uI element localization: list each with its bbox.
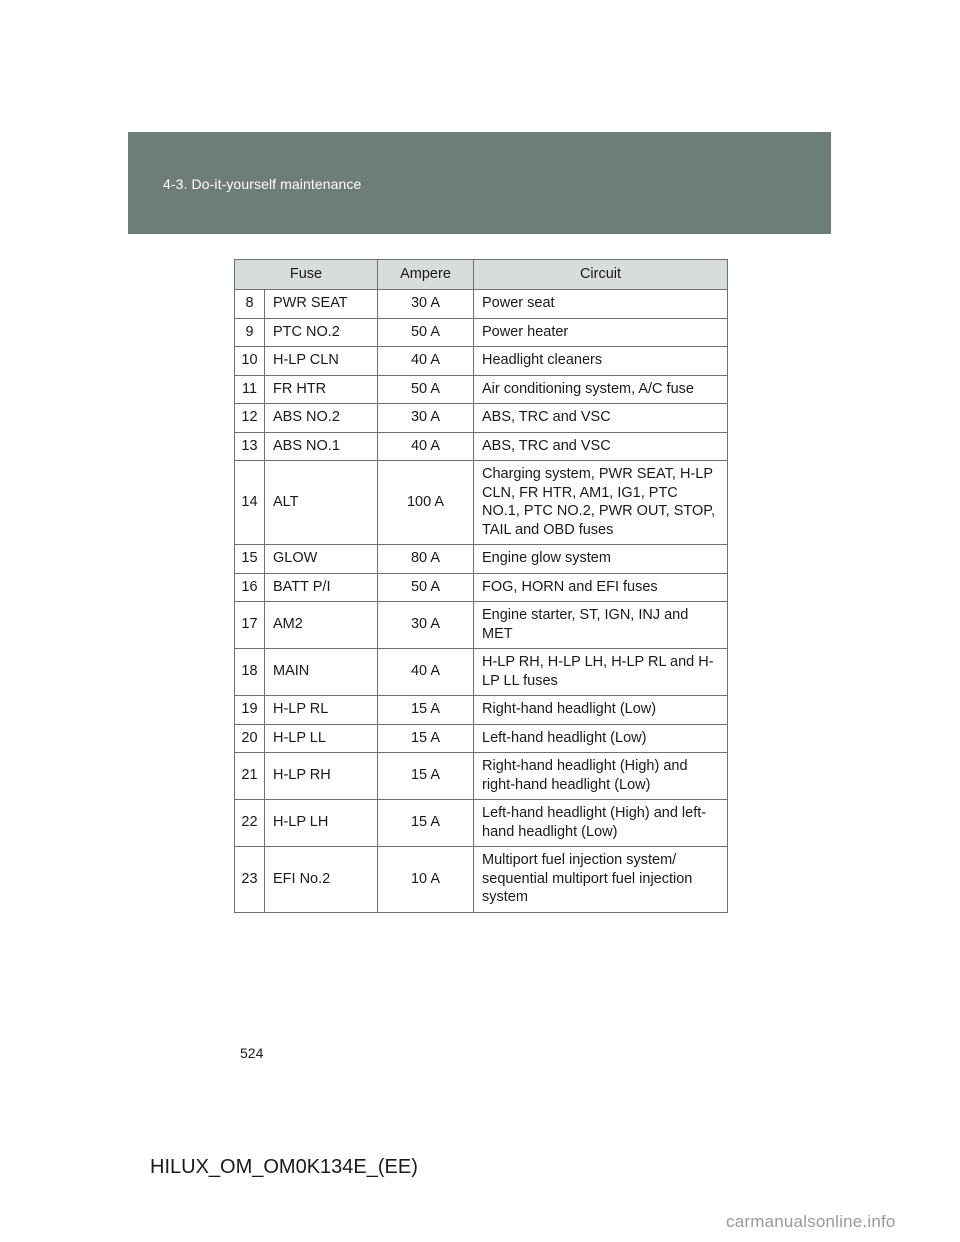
circuit-cell: ABS, TRC and VSC: [474, 432, 728, 461]
fuse-number-cell: 22: [235, 800, 265, 847]
column-header-ampere: Ampere: [378, 260, 474, 290]
circuit-cell: Left-hand headlight (High) and left-hand headlight (Low): [474, 800, 728, 847]
ampere-cell: 40 A: [378, 347, 474, 376]
fuse-number-cell: 15: [235, 545, 265, 574]
fuse-number-cell: 16: [235, 573, 265, 602]
ampere-cell: 30 A: [378, 602, 474, 649]
fuse-number-cell: 12: [235, 404, 265, 433]
fuse-number-cell: 23: [235, 847, 265, 913]
circuit-cell: Left-hand headlight (Low): [474, 724, 728, 753]
section-header-band: [128, 132, 831, 234]
fuse-number-cell: 10: [235, 347, 265, 376]
ampere-cell: 15 A: [378, 753, 474, 800]
section-title: 4-3. Do-it-yourself maintenance: [163, 176, 362, 192]
ampere-cell: 30 A: [378, 404, 474, 433]
fuse-name-cell: EFI No.2: [265, 847, 378, 913]
table-row: [235, 847, 728, 913]
circuit-cell: Multiport fuel injection system/ sequential multiport fuel injection system: [474, 847, 728, 913]
fuse-name-cell: H-LP LL: [265, 724, 378, 753]
page-number: 524: [240, 1045, 264, 1061]
table-row: [235, 404, 728, 433]
watermark: carmanualsonline.info: [726, 1212, 896, 1231]
table-row: [235, 318, 728, 347]
circuit-cell: Right-hand headlight (Low): [474, 696, 728, 725]
table-row: [235, 375, 728, 404]
table-row: [235, 800, 728, 847]
circuit-cell: Air conditioning system, A/C fuse: [474, 375, 728, 404]
fuse-name-cell: H-LP CLN: [265, 347, 378, 376]
ampere-cell: 80 A: [378, 545, 474, 574]
ampere-cell: 40 A: [378, 432, 474, 461]
fuse-name-cell: PTC NO.2: [265, 318, 378, 347]
circuit-cell: Headlight cleaners: [474, 347, 728, 376]
table-row: [235, 290, 728, 319]
fuse-number-cell: 19: [235, 696, 265, 725]
fuse-number-cell: 20: [235, 724, 265, 753]
fuse-name-cell: H-LP RL: [265, 696, 378, 725]
ampere-cell: 40 A: [378, 649, 474, 696]
circuit-cell: Charging system, PWR SEAT, H-LP CLN, FR HTR, AM1, IG1, PTC NO.1, PTC NO.2, PWR OUT, STOP, TAIL and OBD fuses: [474, 461, 728, 545]
fuse-name-cell: H-LP RH: [265, 753, 378, 800]
fuse-name-cell: GLOW: [265, 545, 378, 574]
circuit-cell: Engine glow system: [474, 545, 728, 574]
fuse-name-cell: H-LP LH: [265, 800, 378, 847]
fuse-name-cell: ABS NO.1: [265, 432, 378, 461]
table-header-row: [235, 260, 728, 290]
fuse-number-cell: 17: [235, 602, 265, 649]
fuse-number-cell: 18: [235, 649, 265, 696]
ampere-cell: 50 A: [378, 375, 474, 404]
fuse-name-cell: FR HTR: [265, 375, 378, 404]
table-row: [235, 432, 728, 461]
circuit-cell: Right-hand headlight (High) and right-hand headlight (Low): [474, 753, 728, 800]
ampere-cell: 10 A: [378, 847, 474, 913]
fuse-name-cell: AM2: [265, 602, 378, 649]
ampere-cell: 15 A: [378, 800, 474, 847]
circuit-cell: Power seat: [474, 290, 728, 319]
fuse-table: [234, 259, 728, 913]
ampere-cell: 50 A: [378, 318, 474, 347]
column-header-fuse: Fuse: [235, 260, 378, 290]
table-row: [235, 545, 728, 574]
fuse-number-cell: 8: [235, 290, 265, 319]
table-row: [235, 724, 728, 753]
fuse-name-cell: BATT P/I: [265, 573, 378, 602]
table-row: [235, 347, 728, 376]
circuit-cell: H-LP RH, H-LP LH, H-LP RL and H-LP LL fuses: [474, 649, 728, 696]
ampere-cell: 30 A: [378, 290, 474, 319]
table-row: [235, 649, 728, 696]
fuse-name-cell: MAIN: [265, 649, 378, 696]
ampere-cell: 50 A: [378, 573, 474, 602]
column-header-circuit: Circuit: [474, 260, 728, 290]
ampere-cell: 15 A: [378, 696, 474, 725]
fuse-name-cell: ABS NO.2: [265, 404, 378, 433]
document-code: HILUX_OM_OM0K134E_(EE): [150, 1156, 418, 1178]
ampere-cell: 15 A: [378, 724, 474, 753]
table-row: [235, 602, 728, 649]
table-row: [235, 696, 728, 725]
circuit-cell: ABS, TRC and VSC: [474, 404, 728, 433]
fuse-name-cell: ALT: [265, 461, 378, 545]
ampere-cell: 100 A: [378, 461, 474, 545]
fuse-number-cell: 11: [235, 375, 265, 404]
circuit-cell: Power heater: [474, 318, 728, 347]
circuit-cell: Engine starter, ST, IGN, INJ and MET: [474, 602, 728, 649]
fuse-number-cell: 9: [235, 318, 265, 347]
fuse-number-cell: 13: [235, 432, 265, 461]
table-row: [235, 753, 728, 800]
fuse-number-cell: 21: [235, 753, 265, 800]
circuit-cell: FOG, HORN and EFI fuses: [474, 573, 728, 602]
table-row: [235, 573, 728, 602]
table-row: [235, 461, 728, 545]
fuse-name-cell: PWR SEAT: [265, 290, 378, 319]
fuse-number-cell: 14: [235, 461, 265, 545]
